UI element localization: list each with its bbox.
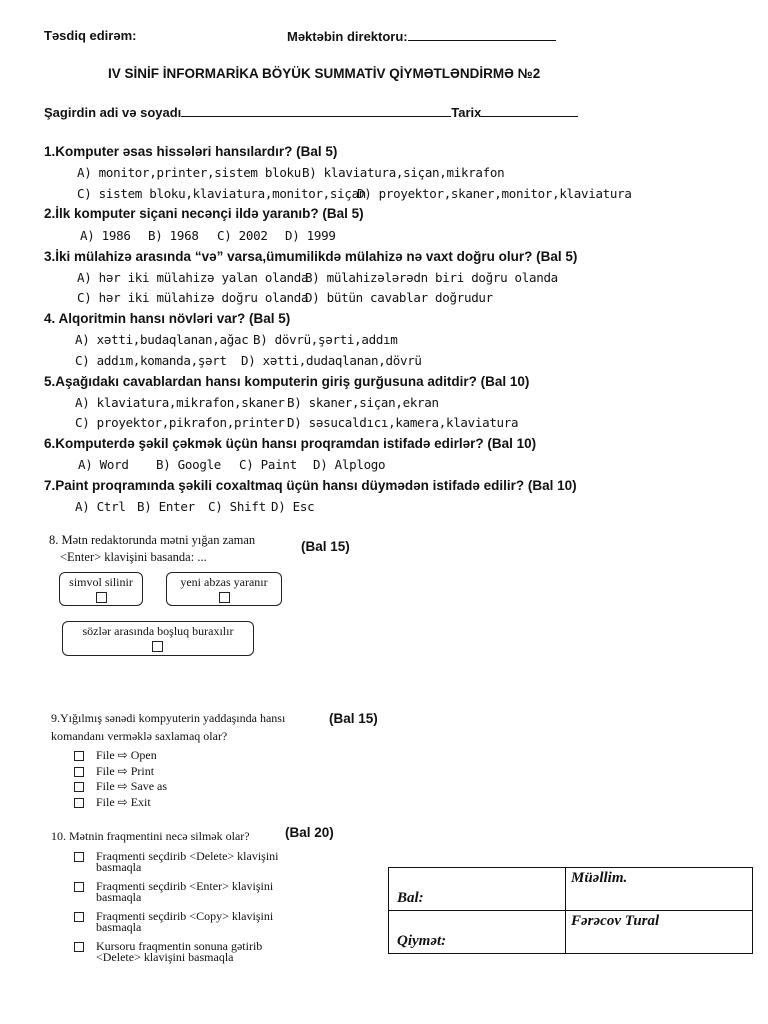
checkbox[interactable] bbox=[152, 641, 163, 652]
question-8-choice-1[interactable] bbox=[59, 572, 143, 606]
question-2-option-a: A) 1986 bbox=[80, 228, 131, 243]
question-3-option-b: B) mülahizələrədn biri doğru olanda bbox=[305, 270, 558, 285]
question-7-option-d: D) Esc bbox=[271, 499, 315, 514]
score-label: Bal: bbox=[397, 890, 424, 906]
question-9-option-3-text: File ⇨ Save as bbox=[96, 779, 168, 793]
checkbox[interactable] bbox=[74, 852, 84, 862]
checkbox[interactable] bbox=[74, 782, 84, 792]
question-1-option-a: A) monitor,printer,sistem bloku bbox=[77, 165, 301, 180]
question-10-text: 10. Mətnin fraqmentini necə silmək olar? bbox=[51, 829, 250, 843]
question-4-option-c: C) addım,komanda,şərt bbox=[75, 353, 227, 368]
question-10-option-2-line-1: Fraqmenti seçdirib <Enter> klavişini bbox=[96, 879, 274, 893]
question-8-line-2: <Enter> klavişini basanda: ... bbox=[60, 550, 207, 564]
question-7-option-c: C) Shift bbox=[208, 499, 266, 514]
question-6-option-b: B) Google bbox=[156, 457, 222, 472]
teacher-name: Fərəcov Tural bbox=[571, 913, 660, 929]
student-name-row bbox=[44, 104, 578, 120]
question-8-choice-2-label: yeni abzas yaranır bbox=[180, 575, 268, 589]
director-label bbox=[287, 28, 556, 44]
grade-table bbox=[388, 867, 753, 954]
question-6-option-d: D) Alplogo bbox=[313, 457, 386, 472]
question-8-choice-3[interactable] bbox=[62, 621, 254, 656]
question-5-option-c: C) proyektor,pikrafon,printer bbox=[75, 415, 285, 430]
question-9-option-4-text: File ⇨ Exit bbox=[96, 795, 151, 809]
question-6: 6.Komputerdə şəkil çəkmək üçün hansı proqramdan istifadə edirlər? (Bal 10) bbox=[44, 436, 537, 451]
page-title: IV SİNİF İNFORMARİKA BÖYÜK SUMMATİV QİYMƏTLƏNDİRMƏ №2 bbox=[108, 66, 541, 81]
approve-label: Təsdiq edirəm: bbox=[44, 28, 137, 43]
question-6-option-a: A) Word bbox=[78, 457, 129, 472]
question-8-choice-2[interactable] bbox=[166, 572, 282, 606]
question-9-option-2-text: File ⇨ Print bbox=[96, 764, 155, 778]
question-10-option-1-line-2: basmaqla bbox=[96, 860, 142, 874]
question-10-option-3-line-1: Fraqmenti seçdirib <Copy> klavişini bbox=[96, 909, 274, 923]
question-8-points: (Bal 15) bbox=[301, 539, 350, 554]
question-10-option-4-line-2: <Delete> klavişini basmaqla bbox=[96, 950, 234, 964]
question-2-option-c: C) 2002 bbox=[217, 228, 268, 243]
question-4-option-d: D) xətti,dudaqlanan,dövrü bbox=[241, 353, 422, 368]
score-cell bbox=[389, 868, 566, 911]
question-10-option-4-line-1: Kursoru fraqmentin sonuna gətirib bbox=[96, 939, 263, 953]
question-9-line-1: 9.Yığılmış sənədi kompyuterin yaddaşında hansı bbox=[51, 711, 286, 725]
checkbox[interactable] bbox=[74, 767, 84, 777]
question-8-choice-1-label: simvol silinir bbox=[69, 575, 133, 589]
student-label: Şagirdin adi və soyadı bbox=[44, 105, 182, 120]
checkbox[interactable] bbox=[96, 592, 107, 603]
question-3-option-d: D) bütün cavablar doğrudur bbox=[305, 290, 493, 305]
grade-label: Qiymət: bbox=[397, 933, 447, 949]
question-1: 1.Komputer əsas hissələri hansılardır? (Bal 5) bbox=[44, 144, 338, 159]
question-5-option-a: A) klaviatura,mikrafon,skaner bbox=[75, 395, 285, 410]
question-10-option-3-line-2: basmaqla bbox=[96, 920, 142, 934]
question-1-option-b: B) klaviatura,siçan,mikrafon bbox=[302, 165, 505, 180]
checkbox[interactable] bbox=[74, 798, 84, 808]
question-6-option-c: C) Paint bbox=[239, 457, 297, 472]
question-9-option-1-text: File ⇨ Open bbox=[96, 748, 157, 762]
question-2-option-d: D) 1999 bbox=[285, 228, 336, 243]
date-label: Tarix bbox=[451, 105, 482, 120]
teacher-name-cell bbox=[566, 911, 753, 954]
question-7-option-a: A) Ctrl bbox=[75, 499, 126, 514]
question-7-option-b: B) Enter bbox=[137, 499, 195, 514]
question-4-option-a: A) xətti,budaqlanan,ağac bbox=[75, 332, 249, 347]
director-signature-line bbox=[408, 28, 556, 41]
checkbox[interactable] bbox=[74, 942, 84, 952]
question-3-option-a: A) hər iki mülahizə yalan olanda bbox=[77, 270, 309, 285]
question-8-line-1: 8. Mətn redaktorunda mətni yığan zaman bbox=[49, 533, 256, 547]
question-7: 7.Paint proqramında şəkili coxaltmaq üçün hansı düymədən istifadə edilir? (Bal 10) bbox=[44, 478, 577, 493]
checkbox[interactable] bbox=[74, 751, 84, 761]
question-10-points: (Bal 20) bbox=[285, 825, 334, 840]
question-5-option-d: D) səsucaldıcı,kamera,klaviatura bbox=[287, 415, 519, 430]
checkbox[interactable] bbox=[219, 592, 230, 603]
question-4-option-b: B) dövrü,şərti,addım bbox=[253, 332, 398, 347]
question-1-option-d: D) proyektor,skaner,monitor,klaviatura bbox=[357, 186, 632, 201]
question-10-option-1-line-1: Fraqmenti seçdirib <Delete> klavişini bbox=[96, 849, 279, 863]
question-10-option-2-line-2: basmaqla bbox=[96, 890, 142, 904]
student-name-line bbox=[181, 104, 451, 117]
checkbox[interactable] bbox=[74, 882, 84, 892]
question-5-option-b: B) skaner,siçan,ekran bbox=[287, 395, 439, 410]
teacher-label-cell bbox=[566, 868, 753, 911]
question-5: 5.Aşağıdakı cavablardan hansı komputerin giriş gurğusuna aditdir? (Bal 10) bbox=[44, 374, 530, 389]
question-8-choice-3-label: sözlər arasında boşluq buraxılır bbox=[82, 624, 234, 638]
question-3: 3.İki mülahizə arasında “və” varsa,ümumilikdə mülahizə nə vaxt doğru olur? (Bal 5) bbox=[44, 249, 578, 264]
question-2-option-b: B) 1968 bbox=[148, 228, 199, 243]
question-1-option-c: C) sistem bloku,klaviatura,monitor,siçan bbox=[77, 186, 367, 201]
checkbox[interactable] bbox=[74, 912, 84, 922]
question-3-option-c: C) hər iki mülahizə doğru olanda bbox=[77, 290, 309, 305]
question-4: 4. Alqoritmin hansı növləri var? (Bal 5) bbox=[44, 311, 291, 326]
director-text: Məktəbin direktoru: bbox=[287, 29, 408, 44]
grade-cell bbox=[389, 911, 566, 954]
teacher-label: Müəllim. bbox=[571, 870, 628, 886]
question-2: 2.İlk komputer siçani necənçi ildə yaranıb? (Bal 5) bbox=[44, 206, 364, 221]
question-9-line-2: komandanı verməklə saxlamaq olar? bbox=[51, 729, 228, 743]
date-line bbox=[481, 104, 578, 117]
question-9-points: (Bal 15) bbox=[329, 711, 378, 726]
